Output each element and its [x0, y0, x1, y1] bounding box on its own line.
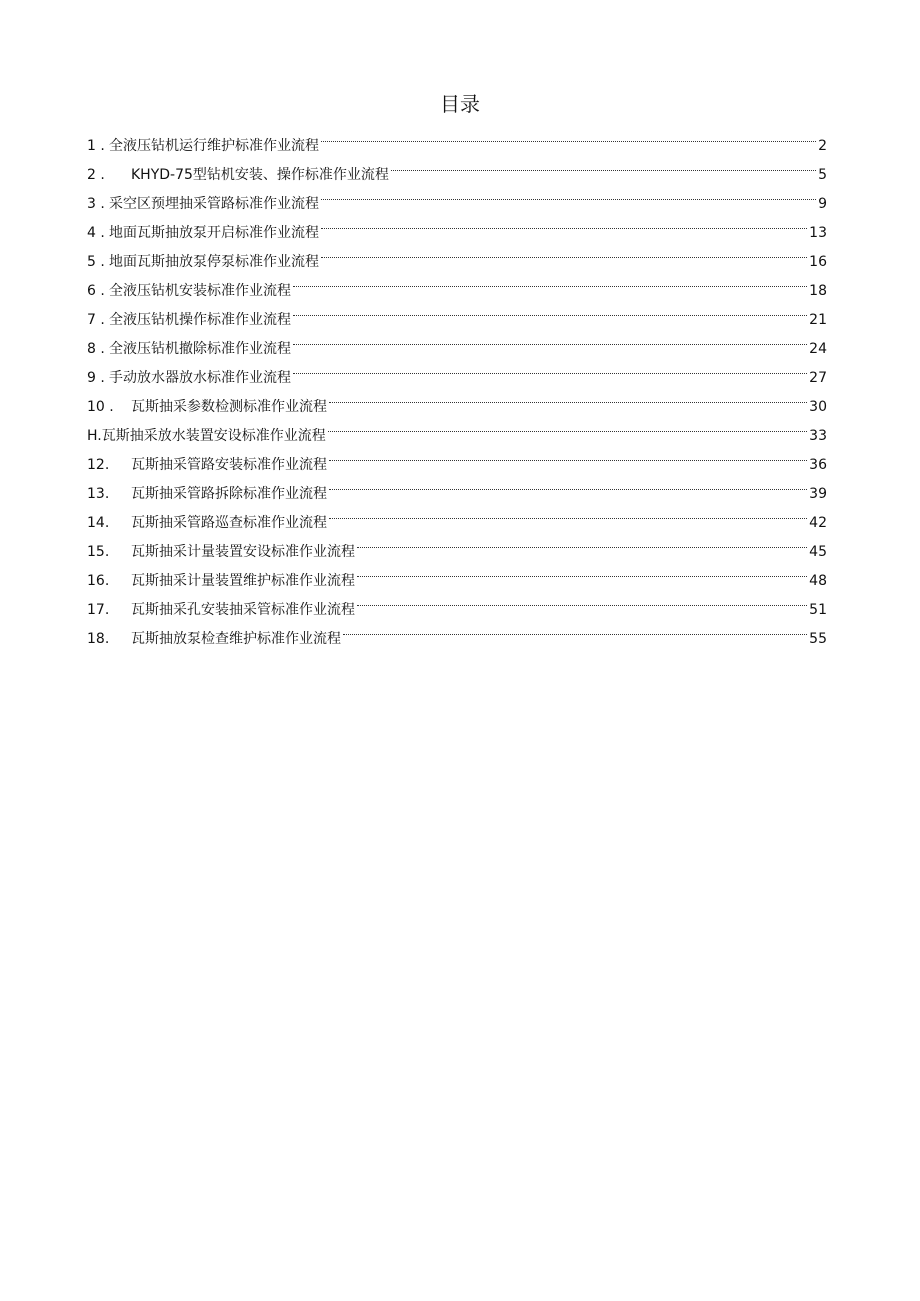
toc-entry-title: 全液压钻机安装标准作业流程 — [109, 283, 291, 299]
toc-dot-leader — [329, 498, 807, 527]
toc-entry-title: 瓦斯抽采孔安装抽采管标准作业流程 — [131, 602, 355, 618]
toc-dot-leader — [329, 382, 807, 411]
toc-entry-page: 45 — [809, 544, 827, 560]
toc-dot-leader — [357, 585, 807, 614]
toc-entry-number: 4 . — [87, 225, 105, 241]
toc-entry[interactable] — [87, 121, 827, 154]
toc-entry-title: 地面瓦斯抽放泵开启标准作业流程 — [109, 225, 319, 241]
toc-entry-title: 采空区预埋抽采管路标准作业流程 — [109, 196, 319, 212]
toc-entry-title: 瓦斯抽采管路拆除标准作业流程 — [131, 486, 327, 502]
toc-entry-number: 9 . — [87, 370, 105, 386]
toc-dot-leader — [321, 121, 816, 150]
toc-dot-leader — [293, 295, 807, 324]
toc-entry-page: 5 — [818, 167, 827, 183]
toc-entry-number: 2 . — [87, 167, 105, 183]
toc-dot-leader — [328, 411, 807, 440]
toc-entry-page: 30 — [809, 399, 827, 415]
toc-entry-number: 6 . — [87, 283, 105, 299]
toc-list — [87, 121, 827, 647]
toc-entry-page: 42 — [809, 515, 827, 531]
toc-entry-page: 27 — [809, 370, 827, 386]
toc-entry-page: 16 — [809, 254, 827, 270]
toc-entry-number: 18. — [87, 631, 110, 647]
toc-entry-number: 10 . — [87, 399, 114, 415]
toc-dot-leader — [329, 440, 807, 469]
toc-dot-leader — [329, 469, 807, 498]
toc-dot-leader — [321, 208, 807, 237]
toc-entry-title: 瓦斯抽采管路巡查标准作业流程 — [131, 515, 327, 531]
toc-entry-title: 全液压钻机运行维护标准作业流程 — [109, 138, 319, 154]
toc-entry-title: 瓦斯抽采计量装置安设标准作业流程 — [131, 544, 355, 560]
toc-entry-number: 13. — [87, 486, 110, 502]
toc-entry-page: 13 — [809, 225, 827, 241]
toc-entry-title: KHYD-75型钻机安装、操作标准作业流程 — [131, 167, 389, 183]
toc-entry-page: 48 — [809, 573, 827, 589]
toc-entry-number: 5 . — [87, 254, 105, 270]
toc-entry-page: 39 — [809, 486, 827, 502]
toc-dot-leader — [343, 614, 807, 643]
toc-entry-page: 9 — [818, 196, 827, 212]
toc-entry-page: 51 — [809, 602, 827, 618]
toc-entry-page: 36 — [809, 457, 827, 473]
toc-dot-leader — [321, 179, 816, 208]
toc-entry-number: 12. — [87, 457, 110, 473]
toc-dot-leader — [293, 266, 807, 295]
toc-entry-page: 18 — [809, 283, 827, 299]
toc-entry-title: 瓦斯抽采参数检测标准作业流程 — [131, 399, 327, 415]
toc-entry-title: 瓦斯抽采放水装置安设标准作业流程 — [101, 428, 326, 444]
toc-entry-number: 14. — [87, 515, 110, 531]
toc-entry-page: 21 — [809, 312, 827, 328]
toc-entry-number: 16. — [87, 573, 110, 589]
toc-dot-leader — [357, 527, 807, 556]
toc-entry-title: 地面瓦斯抽放泵停泵标准作业流程 — [109, 254, 319, 270]
toc-entry-page: 55 — [809, 631, 827, 647]
toc-dot-leader — [293, 324, 807, 353]
toc-entry-number: 7 . — [87, 312, 105, 328]
toc-entry-title: 手动放水器放水标准作业流程 — [109, 370, 291, 386]
toc-entry-page: 33 — [809, 428, 827, 444]
toc-entry-title: 瓦斯抽放泵检查维护标准作业流程 — [131, 631, 341, 647]
toc-entry-title: 瓦斯抽采管路安装标准作业流程 — [131, 457, 327, 473]
toc-entry-title: 全液压钻机撤除标准作业流程 — [109, 341, 291, 357]
toc-entry-title: 瓦斯抽采计量装置维护标准作业流程 — [131, 573, 355, 589]
toc-entry-number: 17. — [87, 602, 110, 618]
toc-dot-leader — [321, 237, 807, 266]
toc-dot-leader — [391, 150, 816, 179]
toc-entry-number: 8 . — [87, 341, 105, 357]
toc-entry-title: 全液压钻机操作标准作业流程 — [109, 312, 291, 328]
toc-entry-number: 15. — [87, 544, 110, 560]
toc-entry-number: H. — [87, 428, 102, 444]
toc-entry-number: 1 . — [87, 138, 105, 154]
toc-dot-leader — [357, 556, 807, 585]
toc-entry-page: 24 — [809, 341, 827, 357]
toc-entry-number: 3 . — [87, 196, 105, 212]
toc-dot-leader — [293, 353, 807, 382]
toc-entry-page: 2 — [818, 138, 827, 154]
toc-title: 目录 — [440, 92, 480, 116]
